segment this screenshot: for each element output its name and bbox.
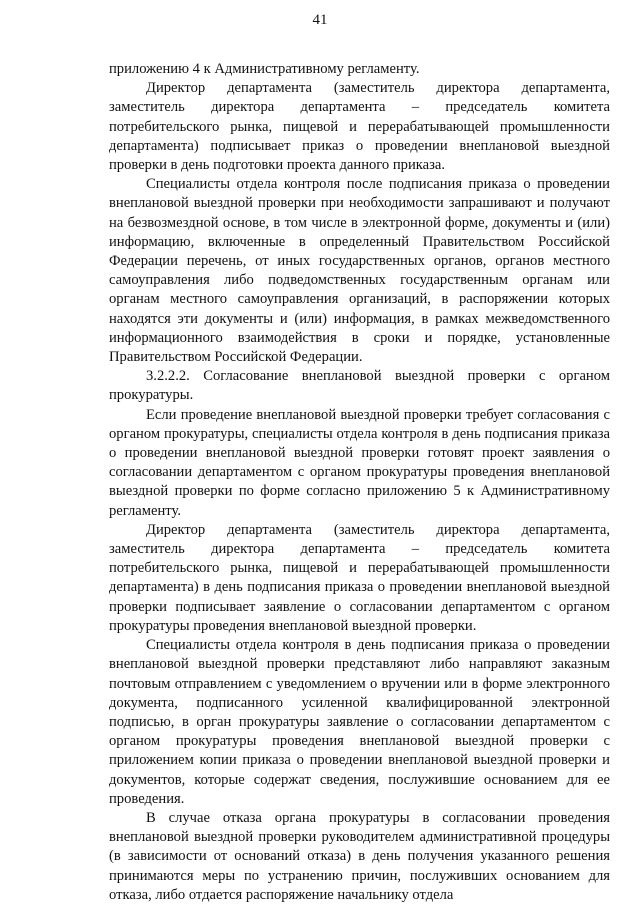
paragraph-1: приложению 4 к Административному регламенту.: [109, 61, 420, 77]
paragraph-3: Специалисты отдела контроля после подписания приказа о проведении внеплановой выездной проверки при необходимости запрашивают и получают на безвозмездной основе, в том числе в электронной форме, документы и (или) информацию, включенные в определенный Правительством Российской Федерации перечень, от иных государственных органов, органов местного самоуправления либо подведомственных государственным органам или органам местного самоуправления организаций, в распоряжении которых находятся эти документы и (или) информация, в рамках межведомственного информационного взаимодействия в сроки и порядке, установленные Правительством Российской Федерации.: [109, 176, 610, 366]
paragraph-7: Специалисты отдела контроля в день подписания приказа о проведении внеплановой выездной проверки представляют либо направляют заказным почтовым отправлением с уведомлением о вручении или в форме электронного документа, подписанного усиленной квалифицированной электронной подписью, в орган прокуратуры заявление о согласовании департаментом с органом прокуратуры проведения внеплановой выездной проверки с приложением копии приказа о проведении внеплановой выездной проверки и документов, которые содержат сведения, послужившие основанием для ее проведения.: [109, 637, 610, 807]
paragraph-6: Директор департамента (заместитель директора департамента, заместитель директора департамента – председатель комитета потребительского рынка, пищевой и перерабатывающей промышленности департамента) в день подписания приказа о проведении внеплановой выездной проверки подписывает заявление о согласовании департаментом с органом прокуратуры проведения внеплановой выездной проверки.: [109, 521, 610, 634]
paragraph-4: 3.2.2.2. Согласование внеплановой выездной проверки с органом прокуратуры.: [109, 368, 610, 404]
paragraph-2: Директор департамента (заместитель директора департамента, заместитель директора департамента – председатель комитета потребительского рынка, пищевой и перерабатывающей промышленности департамента) подписывает приказ о проведении внеплановой выездной проверки в день подготовки проекта данного приказа.: [109, 80, 610, 174]
document-body: [109, 60, 610, 905]
paragraph-8: В случае отказа органа прокуратуры в согласовании проведения внеплановой выездной проверки руководителем административной процедуры (в зависимости от оснований отказа) в день получения указанного решения принимаются меры по устранению причин, послуживших основанием для отказа, либо отдается распоряжение начальнику отдела: [109, 809, 610, 903]
paragraph-5: Если проведение внеплановой выездной проверки требует согласования с органом прокуратуры, специалисты отдела контроля в день подписания приказа о проведении внеплановой выездной проверки готовят проект заявления о согласовании департаментом с органом прокуратуры проведения внеплановой выездной проверки по форме согласно приложению 5 к Административному регламенту.: [109, 406, 610, 519]
page-number: 41: [312, 12, 328, 28]
